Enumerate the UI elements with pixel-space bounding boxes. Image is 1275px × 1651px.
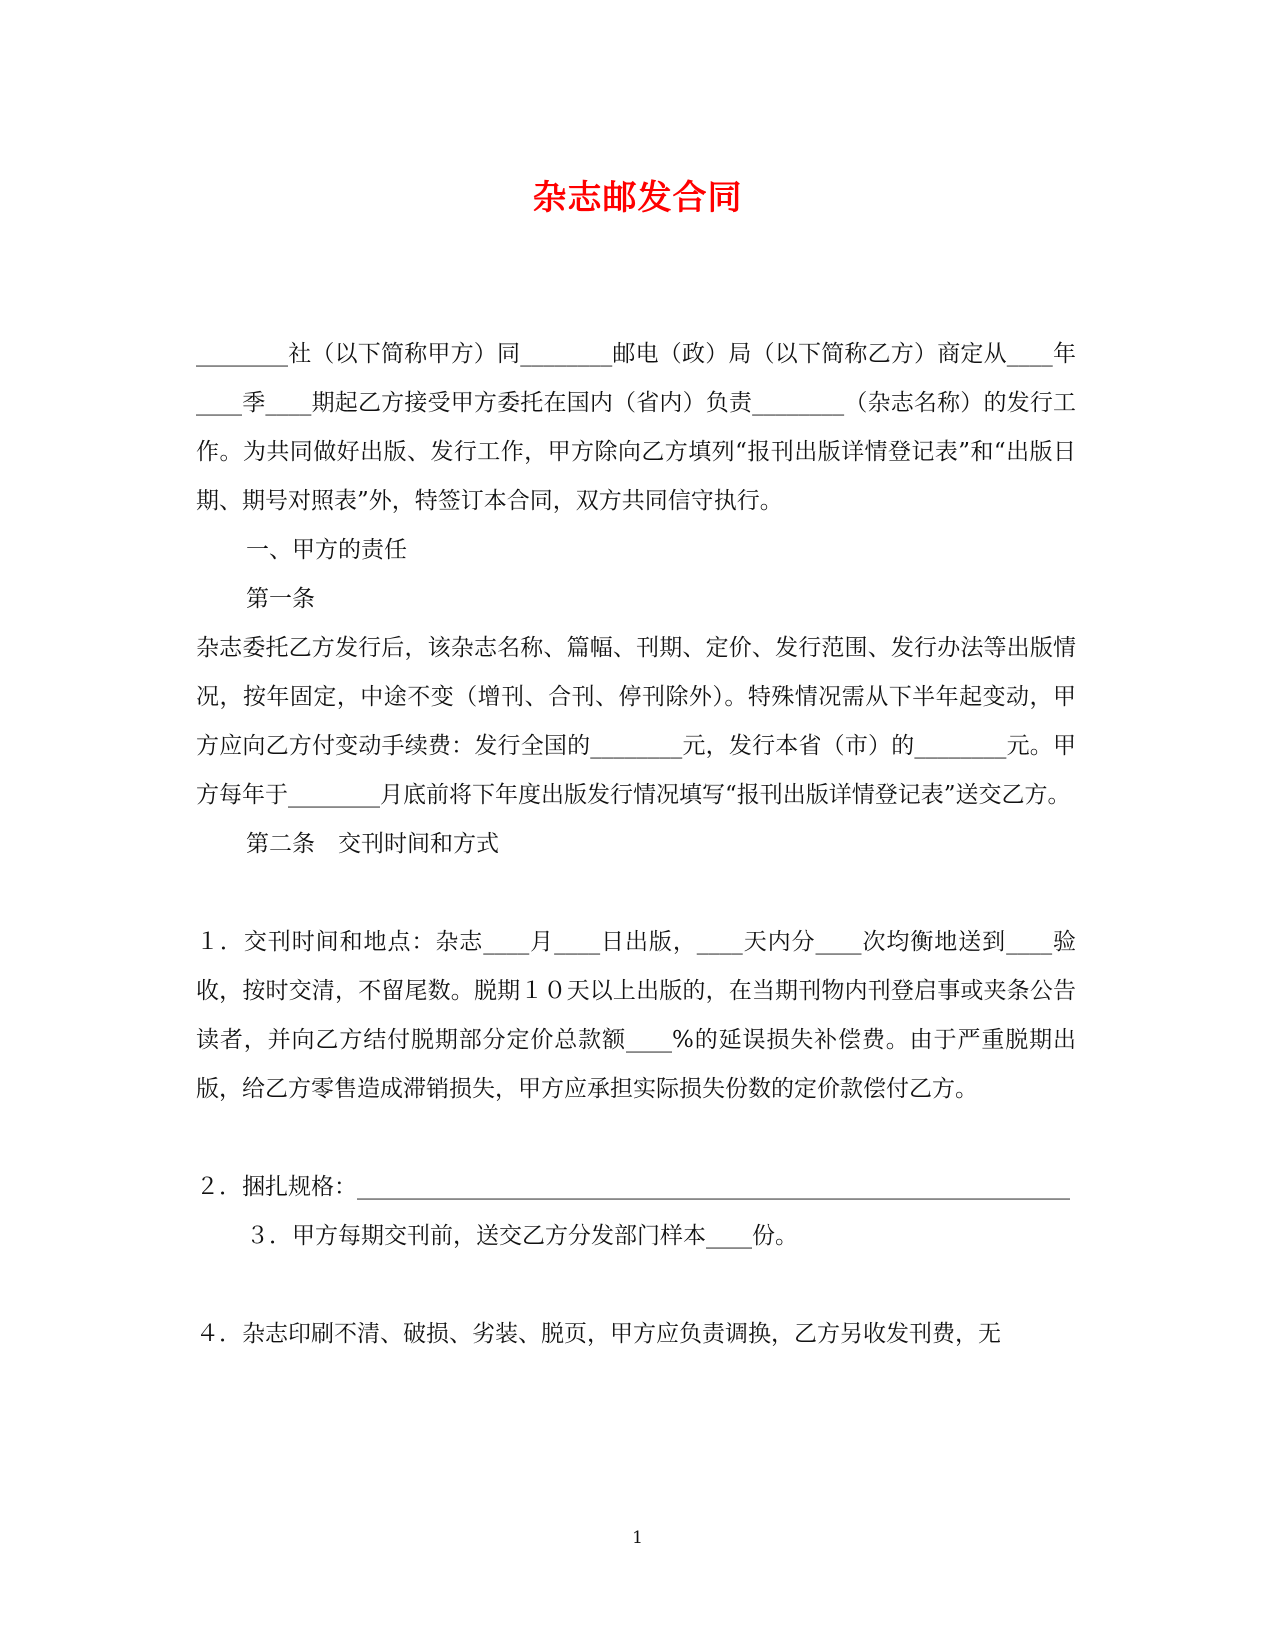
clause-1: １．交刊时间和地点：杂志____月____日出版，____天内分____次均衡地送到____验收，按时交清，不留尾数。脱期１０天以上出版的，在当期刊物内刊登启事或夹条公告读者，并向乙方结付脱期部分定价总款额____%的延误损失补偿费。由于严重脱期出版，给乙方零售造成滞销损失，甲方应承担实际损失份数的定价款偿付乙方。	[196, 929, 1076, 1102]
section-heading-party-a: 一、甲方的责任	[246, 537, 407, 563]
page-number: 1	[632, 1528, 643, 1548]
clause-2: ２．捆扎规格：______________________________________________________________	[196, 1174, 1070, 1200]
document-title: 杂志邮发合同	[532, 178, 743, 218]
clause-4: ４．杂志印刷不清、破损、劣装、脱页，甲方应负责调换，乙方另收发刊费，无	[196, 1321, 1001, 1347]
spacer	[196, 869, 1076, 918]
article-1-body: 杂志委托乙方发行后，该杂志名称、篇幅、刊期、定价、发行范围、发行办法等出版情况，按年固定，中途不变（增刊、合刊、停刊除外）。特殊情况需从下半年起变动，甲方应向乙方付变动手续费：发行全国的________元，发行本省（市）的________元。甲方每年于________月底前将下年度出版发行情况填写“报刊出版详情登记表”送交乙方。	[196, 635, 1076, 808]
intro-paragraph: ________社（以下简称甲方）同________邮电（政）局（以下简称乙方）商定从____年____季____期起乙方接受甲方委托在国内（省内）负责________（杂志名称）的发行工作。为共同做好出版、发行工作，甲方除向乙方填列“报刊出版详情登记表”和“出版日期、期号对照表”外，特签订本合同，双方共同信守执行。	[196, 341, 1076, 514]
spacer	[196, 1261, 1076, 1310]
document-body	[196, 330, 1076, 1359]
clause-3: ３．甲方每期交刊前，送交乙方分发部门样本____份。	[246, 1223, 798, 1249]
article-2-heading: 第二条 交刊时间和方式	[246, 831, 499, 857]
article-1-heading: 第一条	[246, 586, 315, 612]
spacer	[196, 1114, 1076, 1163]
